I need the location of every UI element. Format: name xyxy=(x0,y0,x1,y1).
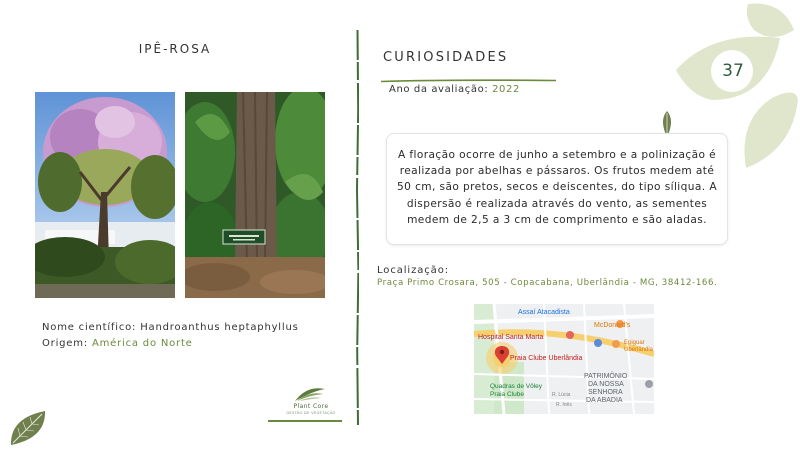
location-map[interactable] xyxy=(474,304,654,414)
map-label-street-1: R. Lúcia xyxy=(552,392,571,398)
vertical-divider xyxy=(356,30,359,425)
map-label-assai: Assaí Atacadista xyxy=(518,309,570,316)
leaf-decoration-top-right-icon xyxy=(672,0,800,175)
plant-core-logo-icon xyxy=(293,385,327,403)
scientific-name: Handroanthus heptaphyllus xyxy=(140,322,299,333)
curiosity-text: A floração ocorre de junho a setembro e a polinização é realizada por abelhas e pássaros. Os frutos medem até 50 cm, são pretos, secos e deiscentes, do tipo síliqua. A dispersão é realizada através do vento, as sementes medem de 2,5 a 3 cm de comprimento e são aladas. xyxy=(397,149,717,226)
map-label-epiquar-2: Uberlândia xyxy=(624,347,654,353)
tree-photo-trunk xyxy=(185,92,325,298)
map-label-patrimonio-3: SENHORA xyxy=(588,389,623,396)
scientific-name-line xyxy=(42,322,299,333)
year-label: Ano da avaliação: xyxy=(389,84,489,95)
brand-tagline: GESTÃO DE VEGETAÇÃO xyxy=(286,411,336,415)
location-label: Localização: xyxy=(377,265,449,276)
origin-label: Origem: xyxy=(42,338,88,349)
map-label-patrimonio-4: DA ABADIA xyxy=(586,397,623,404)
evaluation-year-line xyxy=(389,84,520,95)
brand-name: Plant Core xyxy=(293,403,329,410)
year-value: 2022 xyxy=(492,84,520,95)
map-label-patrimonio-1: PATRIMÔNIO xyxy=(584,373,628,380)
tree-photo-bloom xyxy=(35,92,175,298)
scientific-label: Nome científico: xyxy=(42,322,137,333)
map-label-quadras-2: Praia Clube xyxy=(490,391,524,398)
species-title: IPÊ-ROSA xyxy=(138,42,212,56)
map-label-epiquar-1: Epiguar xyxy=(624,340,645,346)
map-label-quadras-1: Quadras de Vôley xyxy=(490,383,543,390)
map-label-mcdonalds: McDonald's xyxy=(594,322,631,329)
section-title-underline xyxy=(381,68,556,72)
map-label-hospital: Hospital Santa Marta xyxy=(478,334,544,341)
map-label-street-2: R. Inês xyxy=(556,402,572,408)
section-title: CURIOSIDADES xyxy=(383,50,509,65)
map-label-praia-clube: Praia Clube Uberlândia xyxy=(510,355,583,362)
origin-value: América do Norte xyxy=(91,338,193,349)
map-label-patrimonio-2: DA NOSSA xyxy=(588,381,624,388)
page-number: 37 xyxy=(722,61,744,81)
leaf-decoration-bottom-left-icon xyxy=(8,408,48,448)
location-address: Praça Primo Crosara, 505 - Copacabana, Uberlândia - MG, 38412-166. xyxy=(377,278,718,288)
logo-underline xyxy=(268,420,342,422)
origin-line xyxy=(42,338,193,349)
